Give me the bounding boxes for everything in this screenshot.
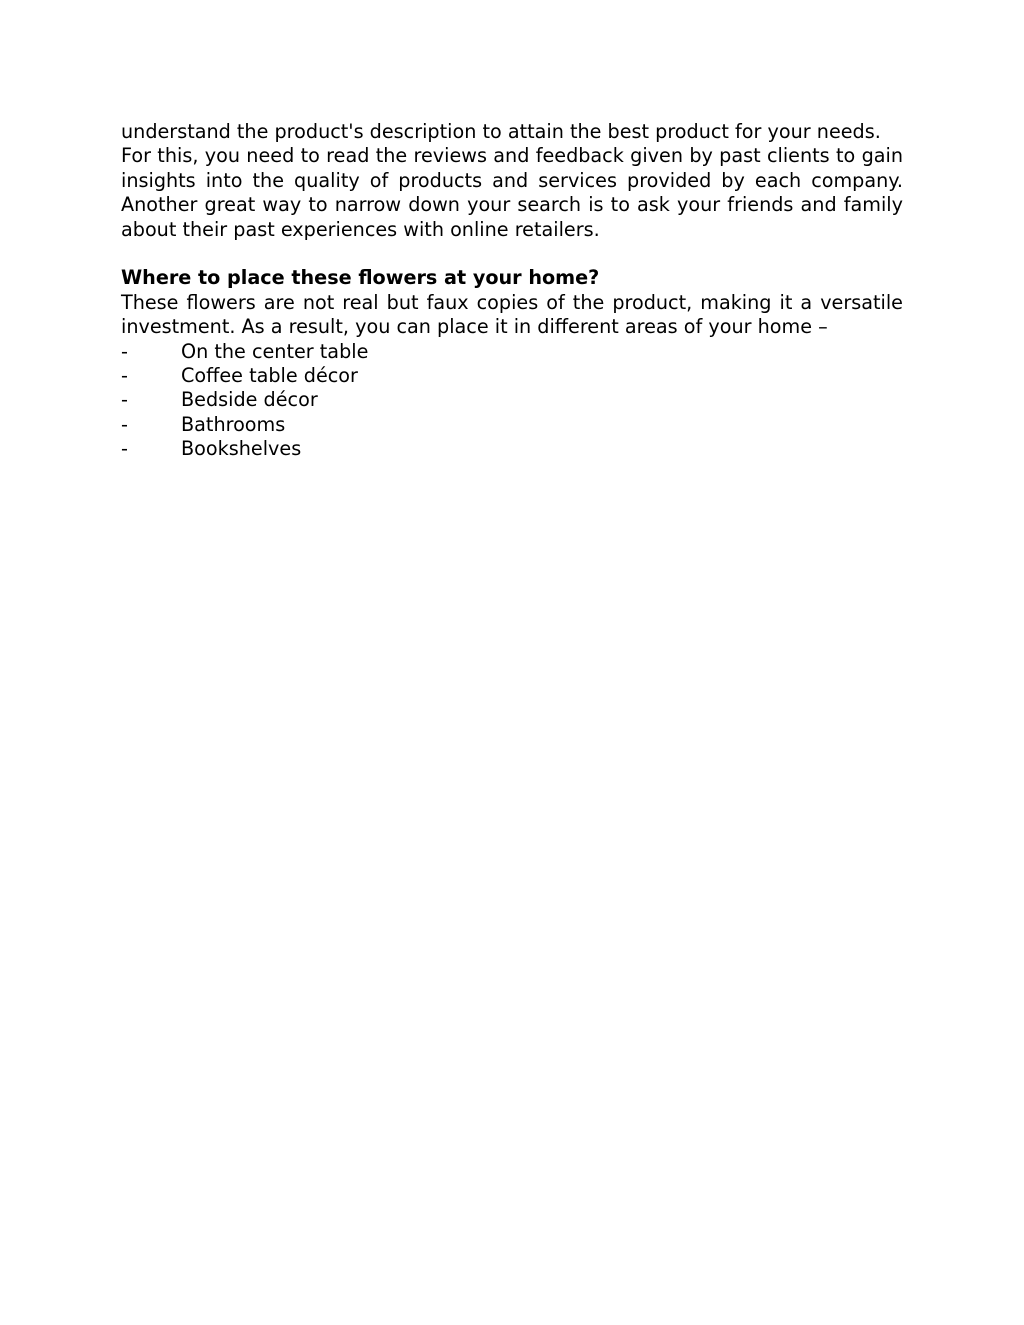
- list-item-label: On the center table: [181, 339, 369, 363]
- list-item: [121, 364, 903, 388]
- list-item-label: Bathrooms: [181, 412, 286, 436]
- paragraph-spacer: [121, 242, 903, 266]
- document-page: [121, 120, 903, 462]
- list-item-label: Coffee table décor: [181, 364, 358, 388]
- paragraph-placement-intro: These flowers are not real but faux copies of the product, making it a versatile investment. As a result, you can place it in different areas of your home –: [121, 290, 903, 339]
- list-bullet: -: [121, 437, 128, 461]
- list-item: [121, 413, 903, 437]
- paragraph-reviews-advice: For this, you need to read the reviews and feedback given by past clients to gain insights into the quality of products and services provided by each company. Another great way to narrow down your search is to ask your friends and family about their past experiences with online retailers.: [121, 144, 903, 241]
- placement-list: [121, 340, 903, 462]
- list-item: [121, 437, 903, 461]
- list-bullet: -: [121, 339, 128, 363]
- paragraph-intro-continuation: understand the product's description to attain the best product for your needs.: [121, 120, 881, 143]
- list-bullet: -: [121, 412, 128, 436]
- list-bullet: -: [121, 364, 128, 388]
- list-item: [121, 340, 903, 364]
- list-bullet: -: [121, 388, 128, 412]
- list-item-label: Bedside décor: [181, 388, 318, 412]
- list-item-label: Bookshelves: [181, 437, 302, 461]
- section-heading: Where to place these flowers at your home?: [121, 266, 600, 290]
- list-item: [121, 388, 903, 412]
